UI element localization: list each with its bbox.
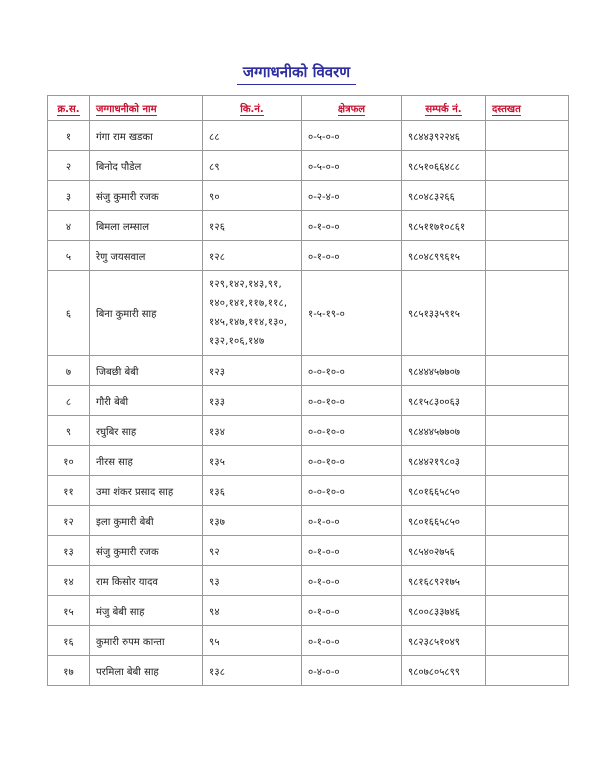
- cell-phone: ९८०७८०५८९९: [402, 656, 486, 686]
- cell-kitta: १३८: [203, 656, 302, 686]
- cell-name: गंगा राम खडका: [90, 121, 203, 151]
- table-row: [48, 356, 569, 386]
- col-header-signature: [486, 96, 569, 121]
- col-header-signature-label: दस्तखत: [492, 104, 521, 115]
- cell-name: बिमला लम्साल: [90, 211, 203, 241]
- cell-signature: [486, 386, 569, 416]
- cell-serial: ११: [48, 476, 90, 506]
- cell-signature: [486, 121, 569, 151]
- landowner-table: [47, 95, 569, 686]
- table-row: [48, 656, 569, 686]
- cell-phone: ९८४४२१९८०३: [402, 446, 486, 476]
- cell-kitta: ८९: [203, 151, 302, 181]
- cell-kitta: ८८: [203, 121, 302, 151]
- cell-phone: ९८००८३३७४६: [402, 596, 486, 626]
- cell-kitta: ९३: [203, 566, 302, 596]
- col-header-serial-label: क्र.स.: [57, 104, 80, 115]
- cell-kitta: ९२: [203, 536, 302, 566]
- cell-area: ०-०-१०-०: [302, 386, 402, 416]
- cell-name: नीरस साह: [90, 446, 203, 476]
- table-row: [48, 566, 569, 596]
- cell-phone: ९८०१६६५८५०: [402, 506, 486, 536]
- cell-signature: [486, 416, 569, 446]
- kitta-line: १२९,१४२,१४३,९१,: [209, 279, 282, 290]
- cell-name: संजु कुमारी रजक: [90, 536, 203, 566]
- cell-name: मंजु बेबी साह: [90, 596, 203, 626]
- cell-kitta: ९४: [203, 596, 302, 626]
- cell-phone: ९८५१०६६४८८: [402, 151, 486, 181]
- kitta-line: १४५,१४७,११४,१३०,: [209, 317, 288, 328]
- kitta-line: १३२,१०६,१४७: [209, 336, 265, 347]
- cell-serial: १: [48, 121, 90, 151]
- cell-serial: १०: [48, 446, 90, 476]
- table-row: [48, 596, 569, 626]
- col-header-area: [302, 96, 402, 121]
- cell-phone: ९८४४४५७७०७: [402, 416, 486, 446]
- cell-serial: ७: [48, 356, 90, 386]
- cell-kitta: १२८: [203, 241, 302, 271]
- cell-area: ०-०-१०-०: [302, 416, 402, 446]
- table-row: [48, 416, 569, 446]
- cell-area: ०-०-१०-०: [302, 446, 402, 476]
- cell-phone: ९८०४८९९६१५: [402, 241, 486, 271]
- cell-area: ०-१-०-०: [302, 566, 402, 596]
- cell-signature: [486, 446, 569, 476]
- cell-area: ०-१-०-०: [302, 626, 402, 656]
- cell-signature: [486, 476, 569, 506]
- cell-serial: १६: [48, 626, 90, 656]
- cell-kitta: १३३: [203, 386, 302, 416]
- cell-phone: ९८०१६६५८५०: [402, 476, 486, 506]
- cell-serial: ३: [48, 181, 90, 211]
- cell-name: बिनोद पौडेल: [90, 151, 203, 181]
- cell-signature: [486, 506, 569, 536]
- cell-name: उमा शंकर प्रसाद साह: [90, 476, 203, 506]
- table-row: [48, 506, 569, 536]
- table-row: [48, 151, 569, 181]
- cell-phone: ९८५४०२७५६: [402, 536, 486, 566]
- cell-area: ०-४-०-०: [302, 656, 402, 686]
- cell-phone: ९८१६८९२१७५: [402, 566, 486, 596]
- table-row: [48, 241, 569, 271]
- col-header-kitta: [203, 96, 302, 121]
- cell-area: ०-०-१०-०: [302, 476, 402, 506]
- cell-area: ०-१-०-०: [302, 536, 402, 566]
- cell-phone: ९८५१३३५९१५: [402, 271, 486, 356]
- table-row: [48, 181, 569, 211]
- cell-serial: १५: [48, 596, 90, 626]
- kitta-line: १४०,१४१,११७,११८,: [209, 298, 288, 309]
- cell-serial: १७: [48, 656, 90, 686]
- cell-name: जिबछी बेबी: [90, 356, 203, 386]
- table-row: [48, 121, 569, 151]
- cell-name: संजु कुमारी रजक: [90, 181, 203, 211]
- cell-signature: [486, 596, 569, 626]
- col-header-kitta-label: कि.नं.: [240, 104, 264, 115]
- cell-signature: [486, 211, 569, 241]
- cell-area: १-५-१९-०: [302, 271, 402, 356]
- cell-kitta: [203, 271, 302, 356]
- cell-serial: ९: [48, 416, 90, 446]
- cell-signature: [486, 356, 569, 386]
- cell-phone: ९८५११७१०८६१: [402, 211, 486, 241]
- cell-name: कुमारी रुपम कान्ता: [90, 626, 203, 656]
- cell-area: ०-२-४-०: [302, 181, 402, 211]
- table-row: [48, 536, 569, 566]
- table-row: [48, 386, 569, 416]
- cell-phone: ९८४४३९२२४६: [402, 121, 486, 151]
- cell-area: ०-०-१०-०: [302, 356, 402, 386]
- col-header-name: [90, 96, 203, 121]
- col-header-area-label: क्षेत्रफल: [337, 104, 366, 115]
- cell-area: ०-५-०-०: [302, 151, 402, 181]
- cell-phone: ९८२३८५१०४९: [402, 626, 486, 656]
- cell-area: ०-१-०-०: [302, 506, 402, 536]
- cell-signature: [486, 271, 569, 356]
- cell-phone: ९८०४८३२६६: [402, 181, 486, 211]
- table-row: [48, 446, 569, 476]
- table-row: [48, 211, 569, 241]
- cell-name: रघुबिर साह: [90, 416, 203, 446]
- cell-serial: १४: [48, 566, 90, 596]
- cell-signature: [486, 151, 569, 181]
- cell-area: ०-१-०-०: [302, 211, 402, 241]
- document-title-block: [0, 62, 593, 85]
- table-row: [48, 626, 569, 656]
- cell-signature: [486, 626, 569, 656]
- page-title: जग्गाधनीको विवरण: [237, 62, 356, 85]
- cell-area: ०-५-०-०: [302, 121, 402, 151]
- cell-signature: [486, 566, 569, 596]
- cell-name: परमिला बेबी साह: [90, 656, 203, 686]
- table-header-row: [48, 96, 569, 121]
- cell-signature: [486, 241, 569, 271]
- cell-kitta: १३५: [203, 446, 302, 476]
- cell-kitta: १२३: [203, 356, 302, 386]
- cell-serial: ५: [48, 241, 90, 271]
- cell-kitta: १३४: [203, 416, 302, 446]
- cell-signature: [486, 536, 569, 566]
- cell-signature: [486, 181, 569, 211]
- cell-signature: [486, 656, 569, 686]
- cell-serial: १३: [48, 536, 90, 566]
- col-header-phone: [402, 96, 486, 121]
- col-header-phone-label: सम्पर्क नं.: [425, 104, 462, 115]
- cell-serial: १२: [48, 506, 90, 536]
- cell-area: ०-१-०-०: [302, 241, 402, 271]
- cell-serial: ६: [48, 271, 90, 356]
- table-row: [48, 476, 569, 506]
- cell-phone: ९८४४४५७७०७: [402, 356, 486, 386]
- table-body: [48, 121, 569, 686]
- cell-name: रेणु जयसवाल: [90, 241, 203, 271]
- cell-kitta: १३७: [203, 506, 302, 536]
- cell-kitta: १२६: [203, 211, 302, 241]
- cell-name: बिना कुमारी साह: [90, 271, 203, 356]
- cell-serial: ८: [48, 386, 90, 416]
- cell-serial: ४: [48, 211, 90, 241]
- cell-kitta: ९५: [203, 626, 302, 656]
- cell-name: राम किसोर यादव: [90, 566, 203, 596]
- cell-serial: २: [48, 151, 90, 181]
- col-header-name-label: जग्गाधनीको नाम: [96, 104, 157, 115]
- cell-area: ०-१-०-०: [302, 596, 402, 626]
- cell-name: इला कुमारी बेबी: [90, 506, 203, 536]
- cell-kitta: १३६: [203, 476, 302, 506]
- table-row: [48, 271, 569, 356]
- col-header-serial: [48, 96, 90, 121]
- cell-phone: ९८१५८३००६३: [402, 386, 486, 416]
- cell-name: गौरी बेबी: [90, 386, 203, 416]
- cell-kitta: ९०: [203, 181, 302, 211]
